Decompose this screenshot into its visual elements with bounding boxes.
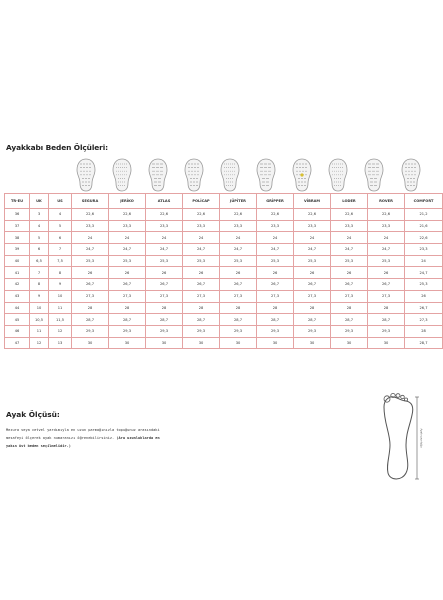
table-row (5, 290, 443, 302)
table-body (5, 209, 443, 349)
foot-measure-title: Ayak Ölçüsü: (6, 410, 60, 419)
table-cell: 12 (30, 337, 49, 349)
table-cell: 26,7 (405, 302, 443, 314)
table-cell: 47 (5, 337, 30, 349)
table-cell: 11 (30, 325, 49, 337)
table-cell: 22,6 (294, 209, 331, 221)
table-cell: 30 (72, 337, 109, 349)
column-header: VİBRAM (294, 194, 331, 209)
table-cell: 26 (72, 267, 109, 279)
rover-sole-icon (356, 157, 392, 193)
table-cell: 9 (30, 290, 49, 302)
table-cell: 28 (257, 302, 294, 314)
table-row (5, 267, 443, 279)
table-cell: 26 (257, 267, 294, 279)
table-row (5, 314, 443, 326)
table-cell: 28,7 (257, 314, 294, 326)
table-cell: 24 (183, 232, 220, 244)
foot-length-label: Ayak uzunluğu (419, 428, 423, 448)
description-line-3 (6, 442, 196, 450)
table-cell: 22,6 (368, 209, 405, 221)
table-cell: 28,7 (109, 314, 146, 326)
table-cell: 43 (5, 290, 30, 302)
table-cell: 22,6 (146, 209, 183, 221)
column-header: ROVER (368, 194, 405, 209)
description-line-1: Mezura veya cetvel yardımıyla en uzun parmağınızla topuğunuz arasındaki (6, 428, 160, 432)
table-cell: 27,3 (331, 290, 368, 302)
jupiter-sole-icon (212, 157, 248, 193)
table-cell: 24,7 (257, 244, 294, 256)
table-cell: 24,7 (72, 244, 109, 256)
table-cell: 24 (72, 232, 109, 244)
table-cell: 30 (294, 337, 331, 349)
table-cell: 26 (368, 267, 405, 279)
table-cell: 27,3 (257, 290, 294, 302)
table-cell: 10,5 (30, 314, 49, 326)
table-cell: 24,7 (220, 244, 257, 256)
table-cell: 22,6 (257, 209, 294, 221)
table-cell: 26,7 (257, 279, 294, 291)
description-line-2-bold: (Ara uzunluklarda en (116, 436, 160, 440)
table-cell: 30 (257, 337, 294, 349)
table-cell: 27,3 (146, 290, 183, 302)
table-cell: 26 (405, 290, 443, 302)
table-cell: 23,3 (405, 244, 443, 256)
size-table (4, 193, 443, 349)
table-cell: 10 (49, 290, 72, 302)
table-cell: 26,7 (183, 279, 220, 291)
table-cell: 27,3 (72, 290, 109, 302)
table-cell: 22,6 (72, 209, 109, 221)
column-header: GRİPPER (257, 194, 294, 209)
table-cell: 12 (49, 325, 72, 337)
table-cell: 25,3 (146, 255, 183, 267)
table-cell: 25,3 (331, 255, 368, 267)
vibram-sole-icon (284, 157, 320, 193)
table-cell: 29,3 (294, 325, 331, 337)
table-cell: 21,6 (405, 220, 443, 232)
table-cell: 36 (5, 209, 30, 221)
table-cell: 28,7 (294, 314, 331, 326)
table-cell: 28,7 (368, 314, 405, 326)
table-cell: 26,7 (220, 279, 257, 291)
table-cell: 27,3 (405, 314, 443, 326)
table-cell: 6 (49, 232, 72, 244)
table-cell: 26,7 (109, 279, 146, 291)
table-cell: 26 (183, 267, 220, 279)
table-cell: 27,3 (109, 290, 146, 302)
table-cell: 24 (257, 232, 294, 244)
table-cell: 30 (146, 337, 183, 349)
table-cell: 25,3 (72, 255, 109, 267)
table-cell: 28 (331, 302, 368, 314)
table-cell: 28 (72, 302, 109, 314)
table-cell: 23,3 (331, 220, 368, 232)
loder-sole-icon (320, 157, 356, 193)
table-cell: 26,7 (294, 279, 331, 291)
table-cell: 24,7 (109, 244, 146, 256)
table-cell: 40 (5, 255, 30, 267)
table-cell: 5 (30, 232, 49, 244)
table-cell: 41 (5, 267, 30, 279)
table-cell: 24,7 (294, 244, 331, 256)
table-cell: 10 (30, 302, 49, 314)
table-cell: 4 (49, 209, 72, 221)
page-title: Ayakkabı Beden Ölçüleri: (6, 143, 108, 152)
table-cell: 24 (146, 232, 183, 244)
table-cell: 29,3 (183, 325, 220, 337)
table-cell: 21,2 (405, 209, 443, 221)
table-cell: 6,5 (30, 255, 49, 267)
sole-images-row (0, 157, 424, 193)
table-cell: 37 (5, 220, 30, 232)
table-cell: 27,3 (220, 290, 257, 302)
table-row (5, 337, 443, 349)
column-header: JERİKO (109, 194, 146, 209)
table-cell: 24 (220, 232, 257, 244)
table-cell: 26 (294, 267, 331, 279)
column-header: JÜPİTER (220, 194, 257, 209)
table-cell: 28 (146, 302, 183, 314)
column-header: LODER (331, 194, 368, 209)
table-cell: 29,3 (72, 325, 109, 337)
table-row (5, 302, 443, 314)
table-cell: 25,3 (405, 279, 443, 291)
table-cell: 28 (405, 325, 443, 337)
table-cell: 29,3 (257, 325, 294, 337)
table-cell: 9 (49, 279, 72, 291)
table-cell: 7,5 (49, 255, 72, 267)
table-cell: 5 (49, 220, 72, 232)
table-cell: 23,3 (109, 220, 146, 232)
table-cell: 24 (405, 255, 443, 267)
table-cell: 27,3 (294, 290, 331, 302)
comfort-sole-icon (393, 157, 429, 193)
table-cell: 25,3 (257, 255, 294, 267)
table-cell: 45 (5, 314, 30, 326)
table-cell: 24,7 (368, 244, 405, 256)
table-cell: 30 (220, 337, 257, 349)
table-cell: 24,7 (183, 244, 220, 256)
gripper-sole-icon (248, 157, 284, 193)
table-cell: 24,7 (405, 267, 443, 279)
table-cell: 28,7 (331, 314, 368, 326)
table-cell: 28 (220, 302, 257, 314)
table-cell: 6 (30, 244, 49, 256)
table-cell: 24 (331, 232, 368, 244)
table-cell: 23,3 (183, 220, 220, 232)
table-cell: 8 (49, 267, 72, 279)
table-cell: 24,7 (331, 244, 368, 256)
column-header: ATLAS (146, 194, 183, 209)
table-cell: 26,7 (331, 279, 368, 291)
description-line-2-regular: mesafeyi ölçerek ayak numaranızı öğrenebilirsiniz. (6, 436, 117, 440)
table-cell: 23,3 (368, 220, 405, 232)
column-header: SEGURA (72, 194, 109, 209)
atlas-sole-icon (140, 157, 176, 193)
table-cell: 22,6 (331, 209, 368, 221)
jeriko-sole-icon (104, 157, 140, 193)
table-cell: 28 (183, 302, 220, 314)
table-cell: 28 (368, 302, 405, 314)
table-cell: 26 (146, 267, 183, 279)
table-cell: 28 (294, 302, 331, 314)
table-cell: 29,3 (331, 325, 368, 337)
table-cell: 23,3 (257, 220, 294, 232)
table-cell: 27,3 (368, 290, 405, 302)
table-cell: 30 (183, 337, 220, 349)
table-cell: 11 (49, 302, 72, 314)
table-cell: 38 (5, 232, 30, 244)
description-line-2 (6, 434, 196, 442)
column-header: TR-EU (5, 194, 30, 209)
table-cell: 22,6 (405, 232, 443, 244)
table-cell: 29,3 (220, 325, 257, 337)
table-cell: 28,7 (405, 337, 443, 349)
table-cell: 27,3 (183, 290, 220, 302)
table-cell: 3 (30, 209, 49, 221)
foot-outline-icon (376, 393, 422, 483)
table-cell: 11,5 (49, 314, 72, 326)
table-cell: 30 (368, 337, 405, 349)
table-cell: 22,6 (183, 209, 220, 221)
table-row (5, 244, 443, 256)
table-cell: 25,3 (220, 255, 257, 267)
table-cell: 7 (49, 244, 72, 256)
table-cell: 24 (109, 232, 146, 244)
segura-sole-icon (68, 157, 104, 193)
table-cell: 28,7 (72, 314, 109, 326)
table-cell: 29,3 (109, 325, 146, 337)
table-cell: 44 (5, 302, 30, 314)
table-cell: 24 (294, 232, 331, 244)
table-cell: 23,3 (294, 220, 331, 232)
table-cell: 28,7 (220, 314, 257, 326)
table-cell: 4 (30, 220, 49, 232)
table-row (5, 209, 443, 221)
table-cell: 42 (5, 279, 30, 291)
table-cell: 23,3 (72, 220, 109, 232)
foot-outline-figure (376, 393, 422, 483)
policap-sole-icon (176, 157, 212, 193)
table-cell: 39 (5, 244, 30, 256)
column-header: COMFORT (405, 194, 443, 209)
table-row (5, 220, 443, 232)
table-cell: 30 (331, 337, 368, 349)
table-cell: 24,7 (146, 244, 183, 256)
table-cell: 25,3 (109, 255, 146, 267)
table-cell: 26,7 (368, 279, 405, 291)
table-cell: 22,6 (109, 209, 146, 221)
table-cell: 23,3 (220, 220, 257, 232)
table-cell: 24 (368, 232, 405, 244)
table-cell: 26 (220, 267, 257, 279)
table-cell: 28,7 (146, 314, 183, 326)
column-header: UK (30, 194, 49, 209)
table-row (5, 325, 443, 337)
table-cell: 13 (49, 337, 72, 349)
table-cell: 26,7 (72, 279, 109, 291)
table-cell: 28,7 (183, 314, 220, 326)
table-cell: 8 (30, 279, 49, 291)
table-cell: 26,7 (146, 279, 183, 291)
table-cell: 28 (109, 302, 146, 314)
table-cell: 29,3 (368, 325, 405, 337)
table-row (5, 232, 443, 244)
foot-measure-description (6, 426, 196, 450)
table-header-row (5, 194, 443, 209)
table-cell: 29,3 (146, 325, 183, 337)
column-header: POLİCAP (183, 194, 220, 209)
table-row (5, 255, 443, 267)
table-cell: 26 (331, 267, 368, 279)
table-cell: 22,6 (220, 209, 257, 221)
table-cell: 46 (5, 325, 30, 337)
table-cell: 25,3 (183, 255, 220, 267)
column-header: US (49, 194, 72, 209)
table-row (5, 279, 443, 291)
table-cell: 25,3 (294, 255, 331, 267)
table-cell: 7 (30, 267, 49, 279)
table-cell: 30 (109, 337, 146, 349)
description-line-3-bold: yakın üst beden seçilmelidir.) (6, 444, 71, 448)
table-cell: 25,3 (368, 255, 405, 267)
table-cell: 26 (109, 267, 146, 279)
table-cell: 23,3 (146, 220, 183, 232)
